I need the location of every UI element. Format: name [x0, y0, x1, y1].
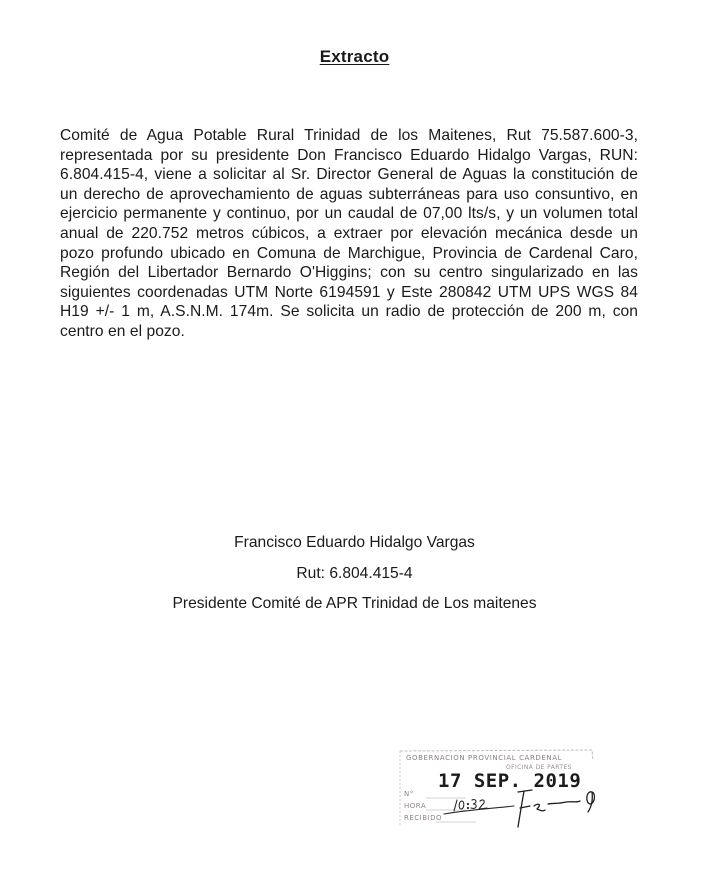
handwritten-signature-mark [518, 790, 594, 827]
document-title: Extracto [319, 47, 390, 67]
handwritten-time-mark [444, 800, 514, 814]
stamp-row-label: HORA [404, 802, 427, 810]
stamp-row-label: RECIBIDO [404, 814, 443, 822]
stamp-subheader: OFICINA DE PARTES [506, 764, 572, 771]
signatory-rut: Rut: 6.804.415-4 [296, 565, 413, 582]
signatory-role: Presidente Comité de APR Trinidad de Los maitenes [172, 595, 537, 612]
stamp-date: 17 SEP. 2019 [438, 770, 582, 792]
extract-body: Comité de Agua Potable Rural Trinidad de los Maitenes, Rut 75.587.600-3, representada por su presidente Don Francisco Eduardo Hidalgo Vargas, RUN: 6.804.415-4, viene a solicitar al Sr. Director General de Aguas la constitución de un derecho de aprovechamiento de aguas subterráneas para uso consuntivo, en ejercicio permanente y continuo, por un caudal de 07,00 lts/s, y un volumen total anual de 220.752 metros cúbicos, a extraer por elevación mecánica desde un pozo profundo ubicado en Comuna de Marchigue, Provincia de Cardenal Caro, Región del Libertador Bernardo O'Higgins; con su centro singularizado en las siguientes coordenadas UTM Norte 6194591 y Este 280842 UTM UPS WGS 84 H19 +/- 1 m, A.S.N.M. 174m. Se solicita un radio de protección de 200 m, con centro en el pozo. [60, 127, 638, 340]
reception-stamp [396, 748, 596, 828]
stamp-row-label: N° [404, 790, 414, 798]
signatory-name: Francisco Eduardo Hidalgo Vargas [234, 534, 475, 551]
stamp-header: GOBERNACION PROVINCIAL CARDENAL [406, 754, 563, 762]
